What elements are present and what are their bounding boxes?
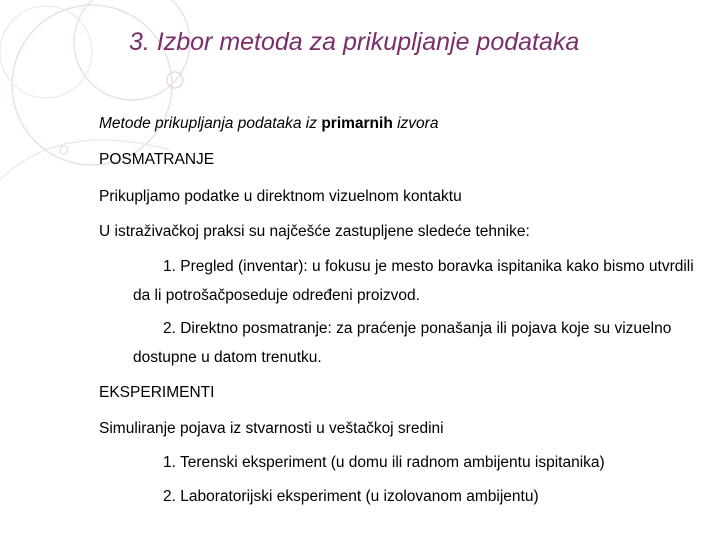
heading-posmatranje: POSMATRANJE [99, 151, 215, 168]
subtitle-text-end: izvora [392, 115, 439, 132]
list-item: 2. Laboratorijski eksperiment (u izolovanom ambijentu) [163, 488, 539, 505]
decorative-circle [167, 72, 183, 88]
list-item-continuation: dostupne u datom trenutku. [133, 349, 322, 366]
section-subtitle [99, 115, 438, 133]
list-item: 1. Terenski eksperiment (u domu ili radnom ambijentu ispitanika) [163, 454, 605, 471]
list-item: 1. Pregled (inventar): u fokusu je mesto boravka ispitanika kako bismo utvrdili [163, 258, 694, 275]
text-line: Prikupljamo podatke u direktnom vizuelnom kontaktu [99, 188, 462, 205]
heading-eksperimenti: EKSPERIMENTI [99, 384, 215, 401]
text-line: Simuliranje pojava iz stvarnosti u veštačkoj sredini [99, 420, 444, 437]
subtitle-emphasis: primarnih [321, 115, 393, 132]
decorative-circle [0, 6, 92, 98]
text-line: U istraživačkoj praksi su najčešće zastupljene sledeće tehnike: [99, 223, 530, 240]
list-item-continuation: da li potrošačposeduje određeni proizvod. [133, 287, 420, 304]
slide-title: 3. Izbor metoda za prikupljanje podataka [129, 28, 580, 56]
decorative-circle [60, 146, 68, 154]
list-item: 2. Direktno posmatranje: za praćenje ponašanja ili pojava koje su vizuelno [163, 320, 672, 337]
subtitle-text: Metode prikupljanja podataka iz [99, 115, 322, 132]
